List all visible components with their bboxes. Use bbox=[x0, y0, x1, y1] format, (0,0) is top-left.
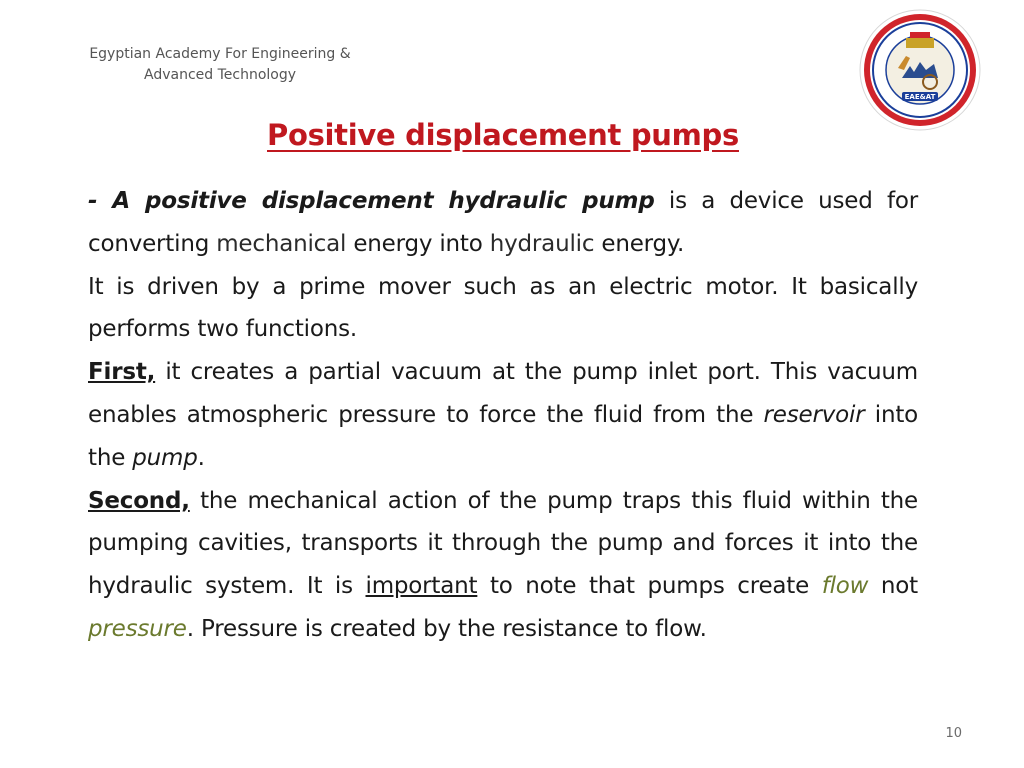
second-text-2: to note that pumps create bbox=[477, 573, 822, 600]
definition-lead: - A positive displacement hydraulic pump bbox=[88, 188, 655, 214]
definition-text-1: is a device used for converting bbox=[88, 188, 918, 257]
paragraph-prime-mover: It is driven by a prime mover such as an electric motor. It basically performs two functions. bbox=[88, 273, 918, 343]
word-reservoir: reservoir bbox=[763, 401, 865, 428]
academy-name-line1: Egyptian Academy For Engineering & bbox=[89, 46, 351, 62]
definition-text-3: energy. bbox=[594, 230, 685, 257]
academy-header bbox=[60, 44, 380, 86]
slide-body bbox=[88, 180, 918, 651]
second-text-1: the mechanical action of the pump traps this fluid within the pumping cavities, transports it through the pump and forces it into the hydraulic system. It is bbox=[88, 487, 918, 600]
academy-name-line2: Advanced Technology bbox=[143, 67, 297, 83]
first-text-2: into the bbox=[88, 401, 919, 471]
page-number: 10 bbox=[945, 726, 962, 741]
academy-seal-icon bbox=[858, 8, 982, 132]
word-flow: flow bbox=[821, 573, 869, 600]
word-pump: pump bbox=[132, 444, 198, 471]
second-lead: Second, bbox=[88, 487, 190, 514]
second-text-4: . Pressure is created by the resistance to flow. bbox=[186, 615, 707, 642]
slide-title: Positive displacement pumps bbox=[267, 118, 739, 152]
definition-text-2: energy into bbox=[346, 230, 490, 257]
word-hydraulic: hydraulic bbox=[489, 230, 595, 257]
paragraph-definition bbox=[88, 180, 918, 266]
paragraph-first bbox=[88, 351, 918, 479]
word-mechanical: mechanical bbox=[216, 230, 347, 257]
word-pressure: pressure bbox=[88, 615, 187, 642]
first-text-3: . bbox=[197, 444, 205, 471]
seal-text: EAE&AT bbox=[904, 93, 936, 101]
first-text-1: it creates a partial vacuum at the pump inlet port. This vacuum enables atmospheric pressure to force the fluid from the bbox=[88, 359, 918, 428]
first-lead: First, bbox=[88, 359, 156, 386]
paragraph-second bbox=[88, 480, 918, 651]
word-important: important bbox=[365, 573, 478, 600]
second-text-3: not bbox=[868, 573, 918, 600]
